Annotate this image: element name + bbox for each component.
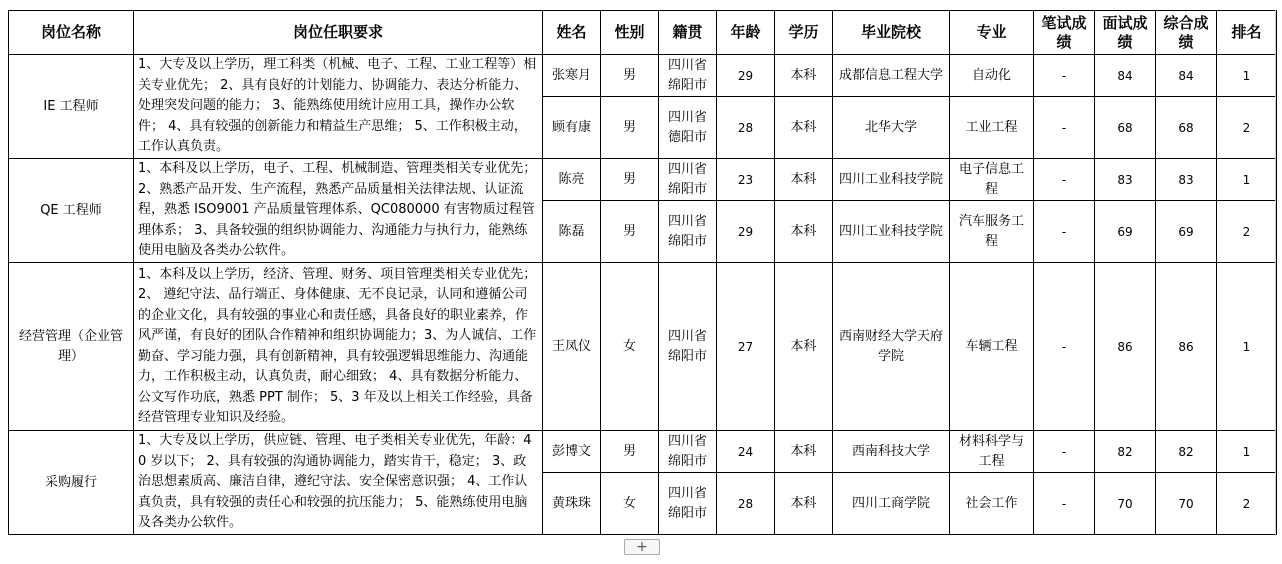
total-score-cell[interactable]: 83	[1156, 159, 1217, 201]
age-cell[interactable]: 24	[717, 431, 775, 473]
school-cell[interactable]: 西南科技大学	[833, 431, 950, 473]
position-cell[interactable]: IE 工程师	[9, 55, 134, 159]
age-cell[interactable]: 29	[717, 201, 775, 263]
age-cell[interactable]: 28	[717, 97, 775, 159]
major-cell[interactable]: 电子信息工程	[950, 159, 1034, 201]
requirements-cell[interactable]: 1、大专及以上学历，理工科类（机械、电子、工程、工业工程等）相关专业优先； 2、具有良好的计划能力、协调能力、表达分析能力、处理突发问题的能力； 3、能熟练使用统计应用工具，操作办公软件； 4、具有较强的创新能力和精益生产思维； 5、工作积极主动，工作认真负责。	[134, 55, 543, 159]
rank-cell[interactable]: 1	[1217, 159, 1277, 201]
education-cell[interactable]: 本科	[775, 263, 833, 431]
gender-cell[interactable]: 男	[601, 97, 659, 159]
education-cell[interactable]: 本科	[775, 431, 833, 473]
education-cell[interactable]: 本科	[775, 55, 833, 97]
interview-score-cell[interactable]: 82	[1095, 431, 1156, 473]
recruitment-results-table	[8, 10, 1277, 535]
written-score-cell[interactable]: -	[1034, 201, 1095, 263]
major-cell[interactable]: 汽车服务工程	[950, 201, 1034, 263]
interview-score-cell[interactable]: 84	[1095, 55, 1156, 97]
written-score-cell[interactable]: -	[1034, 159, 1095, 201]
school-cell[interactable]: 四川工业科技学院	[833, 159, 950, 201]
native-place-cell[interactable]: 四川省绵阳市	[659, 431, 717, 473]
candidate-name-cell[interactable]: 陈亮	[543, 159, 601, 201]
rank-cell[interactable]: 2	[1217, 473, 1277, 535]
interview-score-cell[interactable]: 69	[1095, 201, 1156, 263]
requirements-cell[interactable]: 1、大专及以上学历，供应链、管理、电子类相关专业优先，年龄：40 岁以下； 2、具有较强的沟通协调能力，踏实肯干，稳定； 3、政治思想素质高、廉洁自律，遵纪守法、安全保密意识强； 4、工作认真负责，具有较强的责任心和较强的抗压能力； 5、能熟练使用电脑及各类办公软件。	[134, 431, 543, 535]
gender-cell[interactable]: 男	[601, 55, 659, 97]
native-place-cell[interactable]: 四川省德阳市	[659, 97, 717, 159]
header-interview-score[interactable]: 面试成绩	[1095, 11, 1156, 55]
major-cell[interactable]: 自动化	[950, 55, 1034, 97]
header-gender[interactable]: 性别	[601, 11, 659, 55]
interview-score-cell[interactable]: 70	[1095, 473, 1156, 535]
header-native-place[interactable]: 籍贯	[659, 11, 717, 55]
header-requirements[interactable]: 岗位任职要求	[134, 11, 543, 55]
gender-cell[interactable]: 男	[601, 431, 659, 473]
rank-cell[interactable]: 1	[1217, 55, 1277, 97]
rank-cell[interactable]: 2	[1217, 201, 1277, 263]
header-name[interactable]: 姓名	[543, 11, 601, 55]
school-cell[interactable]: 成都信息工程大学	[833, 55, 950, 97]
table-row	[9, 55, 1277, 97]
header-school[interactable]: 毕业院校	[833, 11, 950, 55]
requirements-cell[interactable]: 1、本科及以上学历，电子、工程、机械制造、管理类相关专业优先； 2、熟悉产品开发、生产流程，熟悉产品质量相关法律法规、认证流程，熟悉 ISO9001 产品质量管理体系、QC080000 有害物质过程管理体系； 3、具备较强的组织协调能力、沟通能力与执行力，能熟练使用电脑及各类办公软件。	[134, 159, 543, 263]
gender-cell[interactable]: 男	[601, 201, 659, 263]
school-cell[interactable]: 四川工业科技学院	[833, 201, 950, 263]
major-cell[interactable]: 材料科学与工程	[950, 431, 1034, 473]
rank-cell[interactable]: 1	[1217, 263, 1277, 431]
header-age[interactable]: 年龄	[717, 11, 775, 55]
total-score-cell[interactable]: 82	[1156, 431, 1217, 473]
written-score-cell[interactable]: -	[1034, 55, 1095, 97]
table-row	[9, 159, 1277, 201]
interview-score-cell[interactable]: 68	[1095, 97, 1156, 159]
candidate-name-cell[interactable]: 陈磊	[543, 201, 601, 263]
table-row	[9, 431, 1277, 473]
header-rank[interactable]: 排名	[1217, 11, 1277, 55]
education-cell[interactable]: 本科	[775, 473, 833, 535]
major-cell[interactable]: 车辆工程	[950, 263, 1034, 431]
header-position[interactable]: 岗位名称	[9, 11, 134, 55]
school-cell[interactable]: 四川工商学院	[833, 473, 950, 535]
age-cell[interactable]: 23	[717, 159, 775, 201]
written-score-cell[interactable]: -	[1034, 431, 1095, 473]
header-education[interactable]: 学历	[775, 11, 833, 55]
education-cell[interactable]: 本科	[775, 159, 833, 201]
native-place-cell[interactable]: 四川省绵阳市	[659, 55, 717, 97]
major-cell[interactable]: 工业工程	[950, 97, 1034, 159]
candidate-name-cell[interactable]: 顾有康	[543, 97, 601, 159]
rank-cell[interactable]: 1	[1217, 431, 1277, 473]
major-cell[interactable]: 社会工作	[950, 473, 1034, 535]
gender-cell[interactable]: 男	[601, 159, 659, 201]
school-cell[interactable]: 北华大学	[833, 97, 950, 159]
sheet-right-edge	[1275, 10, 1276, 536]
requirements-cell[interactable]: 1、本科及以上学历，经济、管理、财务、项目管理类相关专业优先； 2、 遵纪守法、品行端正、身体健康、无不良记录，认同和遵循公司的企业文化，具有较强的事业心和责任感，具备良好的职业素养，作风严谨，有良好的团队合作精神和组织协调能力；3、为人诚信、工作勤奋、学习能力强，具有创新精神，具有较强逻辑思维能力、沟通能力，工作积极主动，认真负责，耐心细致； 4、具有数据分析能力、公文写作功底，熟悉 PPT 制作； 5、3 年及以上相关工作经验，具备经营管理专业知识及经验。	[134, 263, 543, 431]
gender-cell[interactable]: 女	[601, 473, 659, 535]
written-score-cell[interactable]: -	[1034, 263, 1095, 431]
candidate-name-cell[interactable]: 张寒月	[543, 55, 601, 97]
total-score-cell[interactable]: 70	[1156, 473, 1217, 535]
native-place-cell[interactable]: 四川省绵阳市	[659, 263, 717, 431]
header-written-score[interactable]: 笔试成绩	[1034, 11, 1095, 55]
school-cell[interactable]: 西南财经大学天府学院	[833, 263, 950, 431]
education-cell[interactable]: 本科	[775, 97, 833, 159]
education-cell[interactable]: 本科	[775, 201, 833, 263]
interview-score-cell[interactable]: 83	[1095, 159, 1156, 201]
position-cell[interactable]: QE 工程师	[9, 159, 134, 263]
gender-cell[interactable]: 女	[601, 263, 659, 431]
written-score-cell[interactable]: -	[1034, 473, 1095, 535]
interview-score-cell[interactable]: 86	[1095, 263, 1156, 431]
header-row	[9, 11, 1277, 55]
rank-cell[interactable]: 2	[1217, 97, 1277, 159]
total-score-cell[interactable]: 68	[1156, 97, 1217, 159]
written-score-cell[interactable]: -	[1034, 97, 1095, 159]
native-place-cell[interactable]: 四川省绵阳市	[659, 159, 717, 201]
age-cell[interactable]: 28	[717, 473, 775, 535]
native-place-cell[interactable]: 四川省绵阳市	[659, 473, 717, 535]
candidate-name-cell[interactable]: 王凤仪	[543, 263, 601, 431]
add-row-button[interactable]: +	[624, 539, 660, 555]
candidate-name-cell[interactable]: 黄珠珠	[543, 473, 601, 535]
header-total-score[interactable]: 综合成绩	[1156, 11, 1217, 55]
total-score-cell[interactable]: 86	[1156, 263, 1217, 431]
position-cell[interactable]: 采购履行	[9, 431, 134, 535]
age-cell[interactable]: 29	[717, 55, 775, 97]
table-body	[9, 55, 1277, 535]
age-cell[interactable]: 27	[717, 263, 775, 431]
total-score-cell[interactable]: 69	[1156, 201, 1217, 263]
total-score-cell[interactable]: 84	[1156, 55, 1217, 97]
native-place-cell[interactable]: 四川省绵阳市	[659, 201, 717, 263]
header-major[interactable]: 专业	[950, 11, 1034, 55]
table-row	[9, 263, 1277, 431]
candidate-name-cell[interactable]: 彭博文	[543, 431, 601, 473]
position-cell[interactable]: 经营管理（企业管理）	[9, 263, 134, 431]
